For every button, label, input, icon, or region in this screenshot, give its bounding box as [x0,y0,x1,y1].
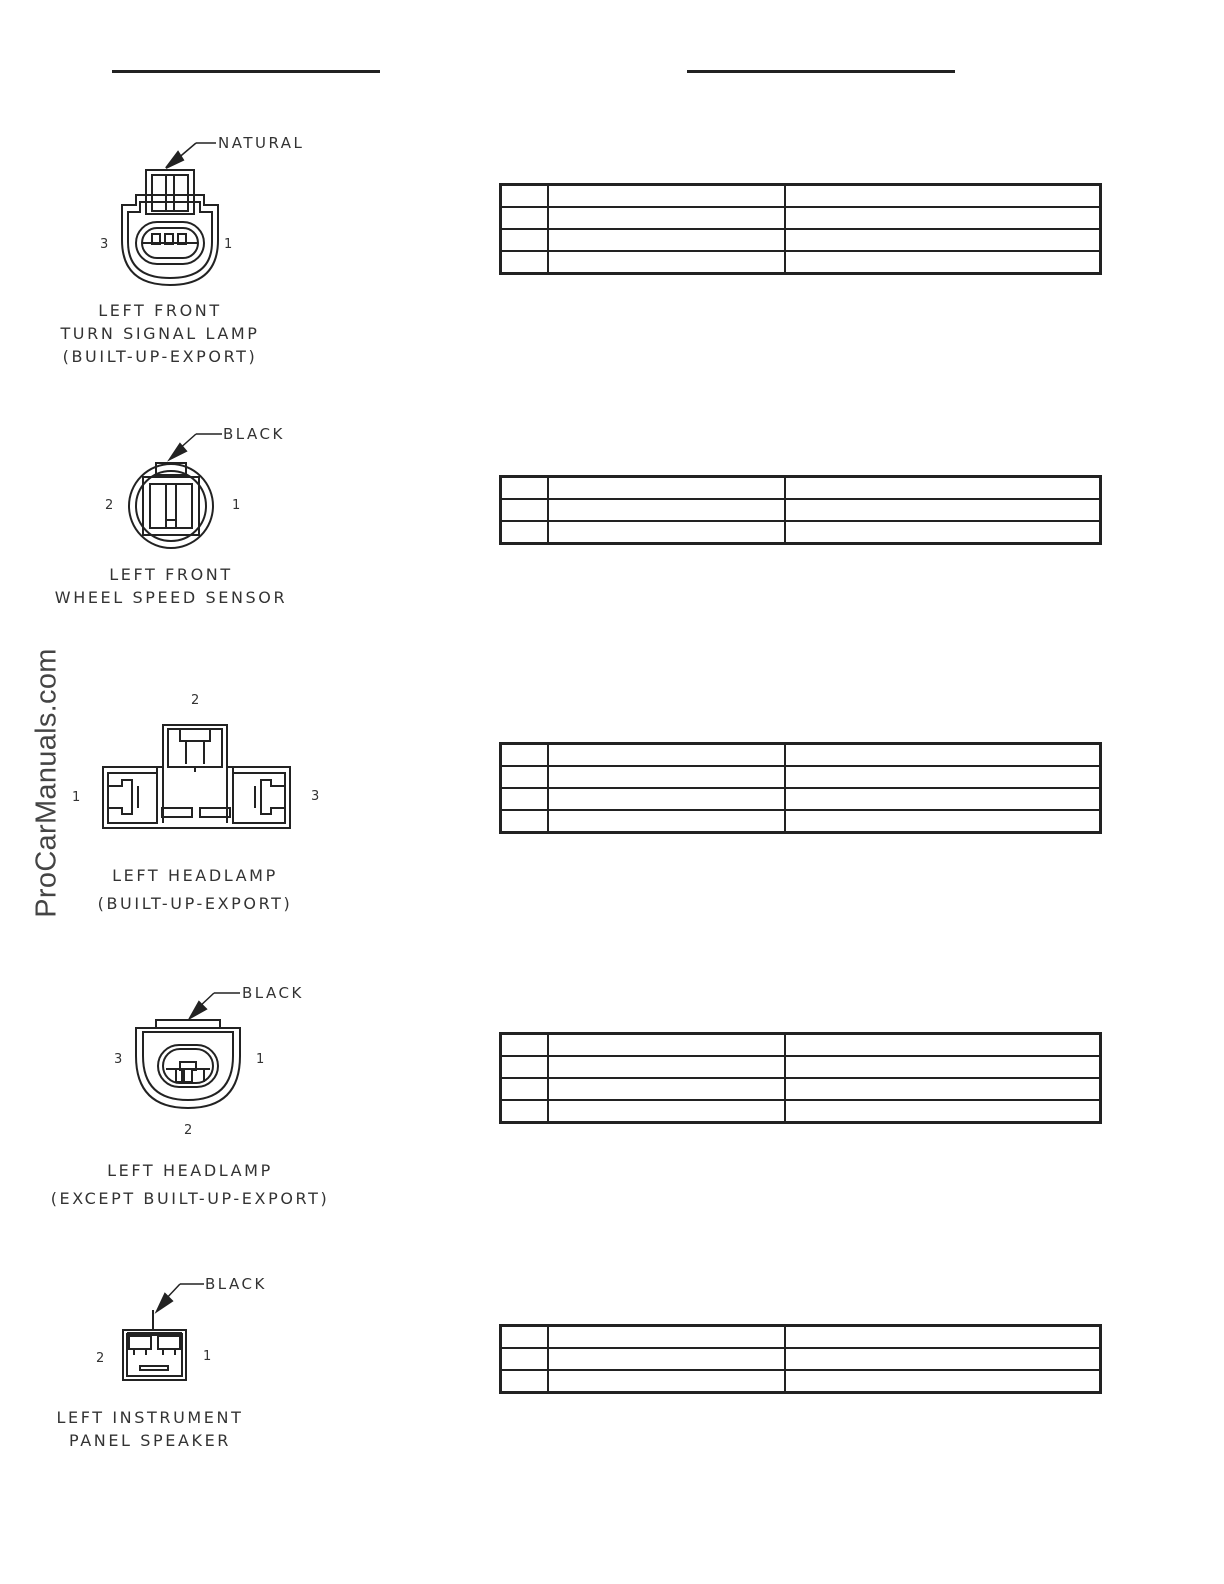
table-cell [785,1034,1101,1057]
table-cell [785,810,1101,833]
headlamp-export-pin-1: 1 [72,790,81,805]
watermark-text: ProCarManuals.com [30,648,63,918]
turn-signal-caption-line-2: TURN SIGNAL LAMP [60,324,260,343]
ip-speaker-caption-line-2: PANEL SPEAKER [68,1431,232,1450]
table-cell [548,477,785,500]
headlamp-export-caption [45,862,345,918]
table-cell [548,1326,785,1349]
table-row [501,788,1101,810]
ip-speaker-pin-table-body [501,1326,1101,1393]
table-row [501,251,1101,274]
table-cell [548,251,785,274]
table-cell [785,229,1101,251]
table-cell [548,1100,785,1123]
table-cell [501,251,549,274]
table-row [501,477,1101,500]
wheel-speed-pin-1: 1 [232,498,241,513]
turn-signal-pin-1: 1 [224,237,233,252]
table-cell [548,207,785,229]
table-cell [501,810,549,833]
table-cell [501,1100,549,1123]
table-cell [501,499,549,521]
table-row [501,1078,1101,1100]
turn-signal-color-label: NATURAL [218,134,305,152]
wheel-speed-caption-line-2: WHEEL SPEED SENSOR [54,588,288,607]
table-cell [548,185,785,208]
table-cell [785,185,1101,208]
ip-speaker-color-label: BLACK [205,1275,267,1293]
ip-speaker-caption [0,1406,300,1452]
table-cell [785,1348,1101,1370]
table-cell [548,1370,785,1393]
headlamp-export-caption-line-2: (BUILT-UP-EXPORT) [97,894,293,913]
headlamp-export-pin-2: 2 [191,693,200,708]
headlamp-export-pin-3: 3 [311,789,320,804]
headlamp-except-pin-2: 2 [184,1123,193,1138]
table-cell [501,207,549,229]
ip-speaker-pin-table [499,1324,1102,1394]
table-cell [501,788,549,810]
table-cell [785,1326,1101,1349]
table-cell [548,788,785,810]
table-cell [785,744,1101,767]
table-cell [501,521,549,544]
wheel-speed-color-label: BLACK [223,425,285,443]
headlamp-except-pin-table [499,1032,1102,1124]
turn-signal-caption [0,299,320,368]
table-cell [785,1056,1101,1078]
headlamp-export-pin-table-body [501,744,1101,833]
table-cell [501,1078,549,1100]
table-cell [548,499,785,521]
table-cell [501,477,549,500]
table-row [501,185,1101,208]
headlamp-except-pin-1: 1 [256,1052,265,1067]
header-rule-right [687,70,955,73]
table-cell [785,1078,1101,1100]
ip-speaker-pin-2: 2 [96,1351,105,1366]
headlamp-except-pin-3: 3 [114,1052,123,1067]
table-row [501,766,1101,788]
ip-speaker-caption-line-1: LEFT INSTRUMENT [56,1408,244,1427]
table-cell [785,766,1101,788]
table-cell [548,810,785,833]
table-row [501,810,1101,833]
table-row [501,521,1101,544]
ip-speaker-pin-1: 1 [203,1349,212,1364]
table-cell [501,766,549,788]
table-cell [501,229,549,251]
table-cell [548,1348,785,1370]
headlamp-except-caption-line-2: (EXCEPT BUILT-UP-EXPORT) [50,1189,330,1208]
turn-signal-pin-table [499,183,1102,275]
turn-signal-caption-line-3: (BUILT-UP-EXPORT) [62,347,258,366]
wheel-speed-pin-table-body [501,477,1101,544]
table-cell [785,499,1101,521]
table-cell [501,185,549,208]
turn-signal-caption-line-1: LEFT FRONT [98,301,222,320]
header-rule-left [112,70,380,73]
table-cell [548,229,785,251]
headlamp-except-pin-table-body [501,1034,1101,1123]
table-row [501,1056,1101,1078]
table-cell [785,521,1101,544]
headlamp-except-caption [40,1157,340,1213]
table-cell [785,1100,1101,1123]
table-cell [501,1348,549,1370]
table-cell [548,1034,785,1057]
headlamp-export-pin-table [499,742,1102,834]
wheel-speed-caption-line-1: LEFT FRONT [109,565,233,584]
table-cell [785,251,1101,274]
table-row [501,1370,1101,1393]
table-cell [548,766,785,788]
headlamp-except-caption-line-1: LEFT HEADLAMP [107,1161,273,1180]
wheel-speed-pin-2: 2 [105,498,114,513]
table-cell [501,1370,549,1393]
table-row [501,744,1101,767]
ip-speaker-connector-drawing [0,0,1,1]
table-cell [501,744,549,767]
table-row [501,1348,1101,1370]
table-row [501,499,1101,521]
wheel-speed-pin-table [499,475,1102,545]
table-cell [785,1370,1101,1393]
turn-signal-pin-table-body [501,185,1101,274]
table-row [501,1034,1101,1057]
table-cell [548,1056,785,1078]
table-cell [785,788,1101,810]
headlamp-export-caption-line-1: LEFT HEADLAMP [112,866,278,885]
table-cell [785,477,1101,500]
table-cell [548,1078,785,1100]
table-cell [501,1034,549,1057]
table-cell [548,744,785,767]
table-cell [501,1056,549,1078]
table-row [501,207,1101,229]
table-row [501,1100,1101,1123]
turn-signal-pin-3: 3 [100,237,109,252]
table-cell [785,207,1101,229]
wheel-speed-caption [21,563,321,609]
table-row [501,229,1101,251]
table-cell [548,521,785,544]
table-row [501,1326,1101,1349]
headlamp-except-color-label: BLACK [242,984,304,1002]
table-cell [501,1326,549,1349]
